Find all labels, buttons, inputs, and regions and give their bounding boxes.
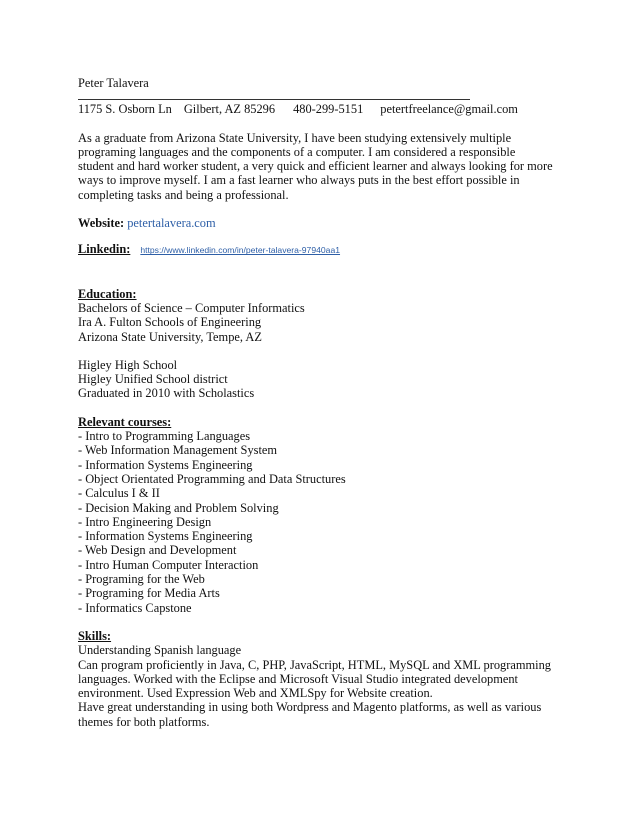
skills-section bbox=[78, 629, 568, 729]
course-item: - Programing for the Web bbox=[78, 572, 205, 587]
course-item: - Decision Making and Problem Solving bbox=[78, 500, 279, 515]
course-item: - Object Orientated Programming and Data Structures bbox=[78, 471, 346, 486]
course-item: - Web Design and Development bbox=[78, 543, 237, 558]
education-line: Arizona State University, Tempe, AZ bbox=[78, 329, 262, 344]
education-line: Bachelors of Science – Computer Informatics bbox=[78, 300, 305, 315]
skills-line: Understanding Spanish language bbox=[78, 643, 242, 658]
contact-address: 1175 S. Osborn Ln bbox=[78, 102, 172, 117]
skills-line: Can program proficiently in Java, C, PHP, JavaScript, HTML, MySQL and XML programming bbox=[78, 657, 551, 672]
summary-line: As a graduate from Arizona State University, I have been studying extensively multiple bbox=[78, 130, 512, 145]
linkedin-link[interactable]: https://www.linkedin.com/in/peter-talavera-97940aa1 bbox=[140, 245, 341, 256]
courses-section bbox=[78, 415, 568, 615]
skills-line: environment. Used Expression Web and XMLSpy for Website creation. bbox=[78, 686, 433, 701]
summary-line: programing languages and the components of a computer. I am considered a responsible bbox=[78, 144, 516, 159]
contact-city: Gilbert, AZ 85296 bbox=[183, 102, 276, 117]
skills-line: themes for both platforms. bbox=[78, 714, 210, 729]
education-heading: Education: bbox=[78, 286, 137, 301]
skills-line: languages. Worked with the Eclipse and Microsoft Visual Studio integrated development bbox=[78, 671, 518, 686]
contact-email: petertfreelance@gmail.com bbox=[380, 102, 518, 117]
header-divider bbox=[78, 99, 470, 100]
skills-line: Have great understanding in using both Wordpress and Magento platforms, as well as various bbox=[78, 700, 542, 715]
summary-line: completing tasks and being a professional. bbox=[78, 187, 289, 202]
education-section bbox=[78, 287, 568, 401]
education-line: Graduated in 2010 with Scholastics bbox=[78, 386, 255, 401]
course-item: - Information Systems Engineering bbox=[78, 529, 253, 544]
contact-line bbox=[78, 102, 568, 116]
course-item: - Intro to Programming Languages bbox=[78, 429, 251, 444]
summary-line: ways to improve myself. I am a fast learner who always puts in the best effort possible in bbox=[78, 173, 520, 188]
linkedin-row bbox=[78, 242, 568, 257]
education-line: Higley High School bbox=[78, 357, 178, 372]
linkedin-label: Linkedin: bbox=[78, 242, 131, 257]
website-link[interactable]: petertalavera.com bbox=[127, 216, 216, 231]
course-item: - Programing for Media Arts bbox=[78, 586, 220, 601]
contact-phone: 480-299-5151 bbox=[293, 102, 364, 117]
education-line: Ira A. Fulton Schools of Engineering bbox=[78, 315, 262, 330]
education-school-2 bbox=[78, 358, 568, 401]
website-label: Website: bbox=[78, 216, 125, 231]
summary-paragraph bbox=[78, 131, 568, 202]
course-item: - Informatics Capstone bbox=[78, 600, 192, 615]
course-item: - Intro Engineering Design bbox=[78, 514, 212, 529]
summary-line: student and hard worker student, a very quick and efficient learner and always looking for more bbox=[78, 159, 553, 174]
courses-heading: Relevant courses: bbox=[78, 414, 172, 429]
course-item: - Calculus I & II bbox=[78, 486, 160, 501]
course-item: - Information Systems Engineering bbox=[78, 457, 253, 472]
website-row bbox=[78, 216, 568, 230]
course-item: - Intro Human Computer Interaction bbox=[78, 557, 259, 572]
course-item: - Web Information Management System bbox=[78, 443, 278, 458]
resume-page bbox=[78, 76, 568, 729]
education-school-1 bbox=[78, 301, 568, 344]
skills-heading: Skills: bbox=[78, 628, 112, 643]
candidate-name: Peter Talavera bbox=[78, 76, 149, 90]
education-line: Higley Unified School district bbox=[78, 372, 228, 387]
